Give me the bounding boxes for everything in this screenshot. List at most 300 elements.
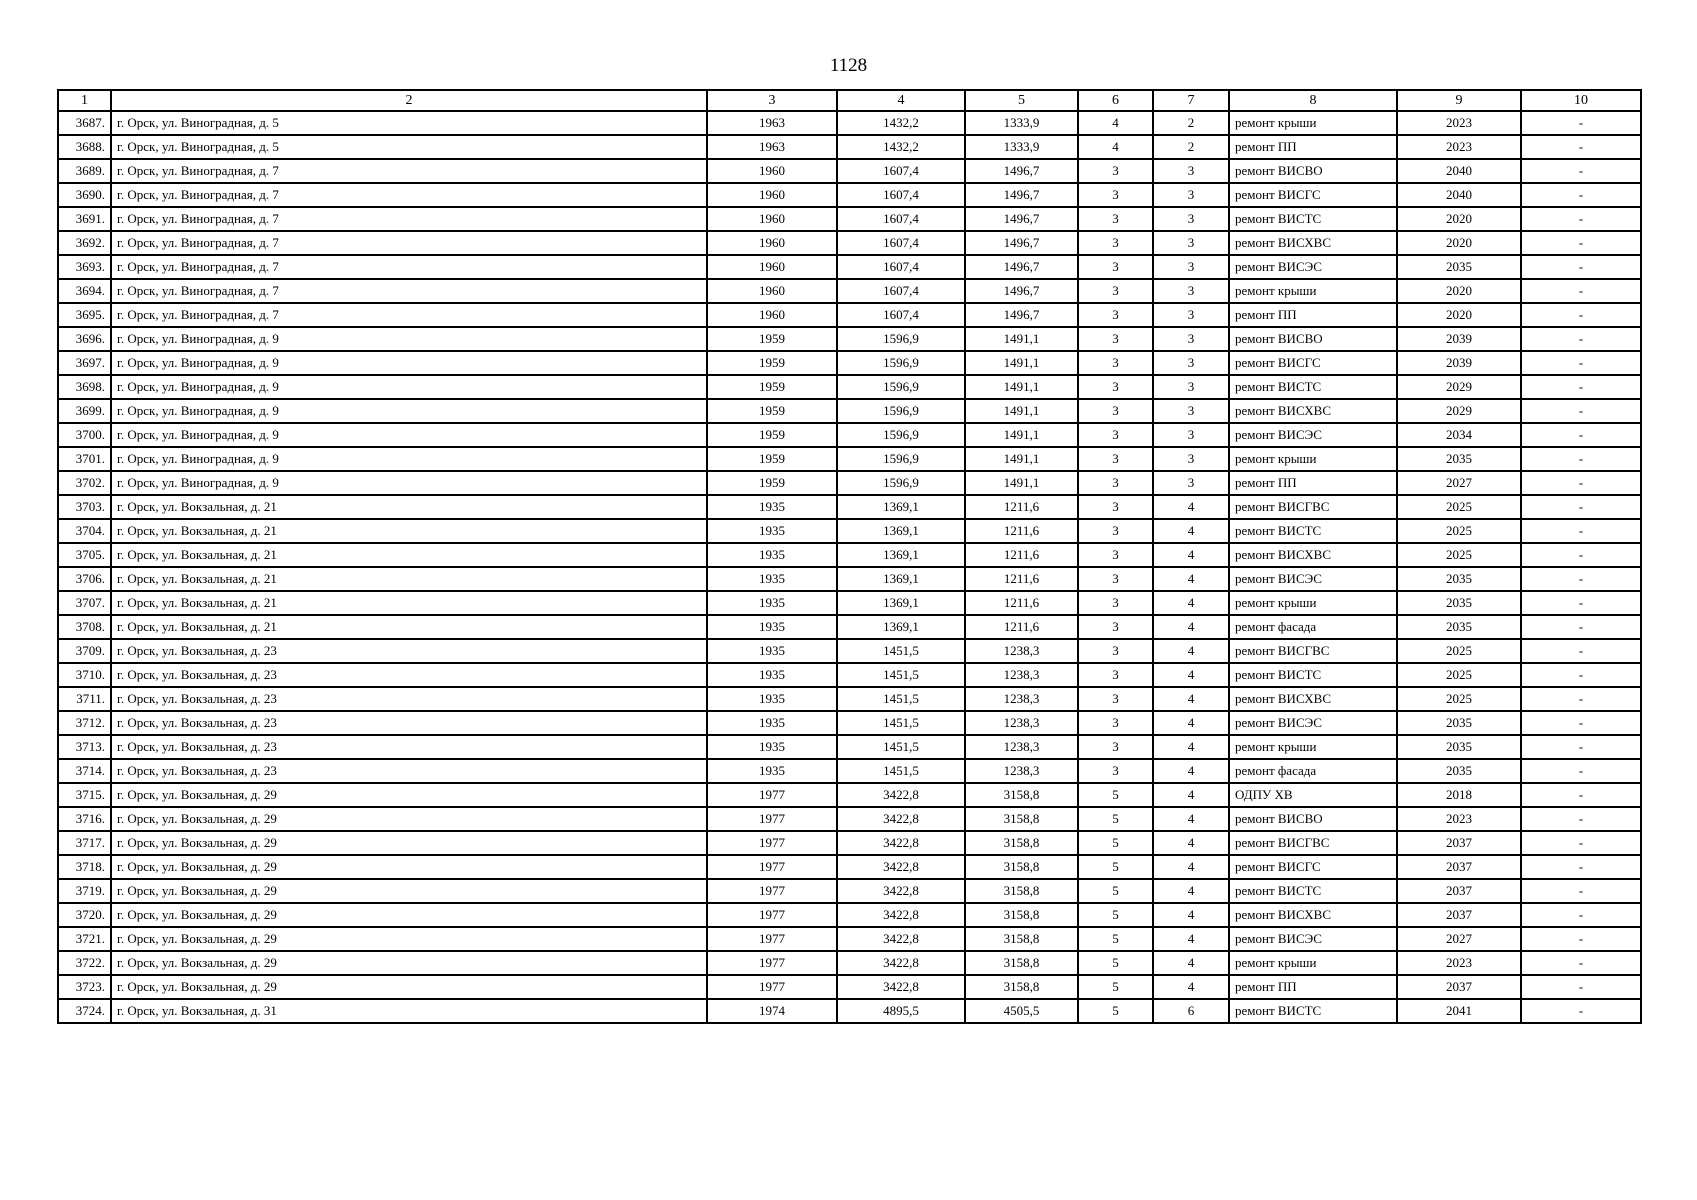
cell-total-area: 1596,9 [837,399,965,423]
cell-floors: 3 [1078,303,1153,327]
cell-total-area: 1596,9 [837,471,965,495]
cell-build-year: 1935 [707,495,837,519]
cell-note: - [1521,951,1641,975]
cell-build-year: 1960 [707,231,837,255]
table-row [58,807,1641,831]
cell-total-area: 3422,8 [837,783,965,807]
cell-living-area: 3158,8 [965,807,1078,831]
cell-build-year: 1977 [707,807,837,831]
cell-row-number: 3710. [58,663,111,687]
cell-address: г. Орск, ул. Вокзальная, д. 23 [111,759,707,783]
cell-address: г. Орск, ул. Виноградная, д. 9 [111,447,707,471]
cell-living-area: 1496,7 [965,183,1078,207]
cell-note: - [1521,159,1641,183]
cell-build-year: 1963 [707,111,837,135]
cell-build-year: 1960 [707,303,837,327]
cell-plan-year: 2037 [1397,831,1521,855]
cell-floors: 5 [1078,927,1153,951]
cell-row-number: 3704. [58,519,111,543]
cell-living-area: 3158,8 [965,855,1078,879]
cell-floors: 3 [1078,687,1153,711]
cell-row-number: 3687. [58,111,111,135]
cell-row-number: 3697. [58,351,111,375]
cell-total-area: 1596,9 [837,423,965,447]
cell-work-type: ремонт крыши [1229,951,1397,975]
cell-living-area: 1491,1 [965,471,1078,495]
cell-address: г. Орск, ул. Вокзальная, д. 29 [111,879,707,903]
cell-entrances: 4 [1153,951,1229,975]
cell-address: г. Орск, ул. Виноградная, д. 9 [111,327,707,351]
table-row [58,615,1641,639]
cell-build-year: 1977 [707,855,837,879]
cell-living-area: 1491,1 [965,399,1078,423]
cell-work-type: ремонт ВИСХВС [1229,231,1397,255]
cell-build-year: 1935 [707,543,837,567]
cell-plan-year: 2039 [1397,327,1521,351]
cell-plan-year: 2035 [1397,447,1521,471]
cell-entrances: 4 [1153,639,1229,663]
cell-row-number: 3711. [58,687,111,711]
table-row [58,327,1641,351]
cell-floors: 3 [1078,351,1153,375]
cell-entrances: 4 [1153,519,1229,543]
cell-total-area: 1369,1 [837,567,965,591]
cell-row-number: 3720. [58,903,111,927]
cell-total-area: 3422,8 [837,951,965,975]
cell-plan-year: 2020 [1397,303,1521,327]
cell-note: - [1521,615,1641,639]
column-header-5: 5 [965,90,1078,111]
cell-row-number: 3714. [58,759,111,783]
cell-total-area: 1451,5 [837,711,965,735]
cell-note: - [1521,735,1641,759]
cell-entrances: 4 [1153,591,1229,615]
cell-note: - [1521,375,1641,399]
cell-floors: 3 [1078,663,1153,687]
cell-build-year: 1935 [707,639,837,663]
cell-living-area: 1238,3 [965,735,1078,759]
cell-row-number: 3695. [58,303,111,327]
cell-work-type: ремонт ПП [1229,471,1397,495]
cell-floors: 3 [1078,495,1153,519]
cell-row-number: 3696. [58,327,111,351]
column-header-8: 8 [1229,90,1397,111]
cell-floors: 3 [1078,423,1153,447]
table-row [58,135,1641,159]
cell-floors: 3 [1078,399,1153,423]
cell-floors: 3 [1078,375,1153,399]
cell-address: г. Орск, ул. Вокзальная, д. 23 [111,687,707,711]
cell-row-number: 3703. [58,495,111,519]
cell-living-area: 1333,9 [965,135,1078,159]
cell-address: г. Орск, ул. Вокзальная, д. 31 [111,999,707,1023]
cell-work-type: ремонт ПП [1229,303,1397,327]
cell-work-type: ремонт ВИСЭС [1229,255,1397,279]
cell-build-year: 1959 [707,471,837,495]
cell-floors: 3 [1078,567,1153,591]
cell-work-type: ремонт ПП [1229,135,1397,159]
cell-plan-year: 2035 [1397,615,1521,639]
cell-plan-year: 2037 [1397,855,1521,879]
cell-note: - [1521,471,1641,495]
cell-total-area: 1596,9 [837,447,965,471]
cell-row-number: 3717. [58,831,111,855]
cell-work-type: ремонт ВИСВО [1229,807,1397,831]
cell-row-number: 3721. [58,927,111,951]
cell-total-area: 1596,9 [837,375,965,399]
cell-build-year: 1959 [707,423,837,447]
cell-total-area: 1607,4 [837,159,965,183]
cell-total-area: 1607,4 [837,183,965,207]
cell-entrances: 3 [1153,255,1229,279]
cell-note: - [1521,303,1641,327]
cell-note: - [1521,927,1641,951]
cell-build-year: 1959 [707,447,837,471]
cell-note: - [1521,663,1641,687]
cell-note: - [1521,879,1641,903]
cell-row-number: 3724. [58,999,111,1023]
cell-work-type: ремонт крыши [1229,111,1397,135]
cell-note: - [1521,855,1641,879]
cell-floors: 3 [1078,519,1153,543]
cell-row-number: 3706. [58,567,111,591]
cell-entrances: 4 [1153,567,1229,591]
cell-row-number: 3719. [58,879,111,903]
cell-work-type: ремонт ВИСГВС [1229,831,1397,855]
cell-work-type: ремонт ВИСЭС [1229,423,1397,447]
cell-address: г. Орск, ул. Вокзальная, д. 29 [111,903,707,927]
cell-entrances: 3 [1153,231,1229,255]
cell-build-year: 1960 [707,255,837,279]
cell-work-type: ремонт ВИСХВС [1229,399,1397,423]
cell-total-area: 1596,9 [837,351,965,375]
cell-work-type: ремонт ВИСВО [1229,159,1397,183]
cell-total-area: 1607,4 [837,255,965,279]
cell-entrances: 4 [1153,831,1229,855]
cell-note: - [1521,591,1641,615]
cell-total-area: 4895,5 [837,999,965,1023]
table-row [58,855,1641,879]
cell-plan-year: 2027 [1397,927,1521,951]
cell-total-area: 1607,4 [837,279,965,303]
cell-floors: 4 [1078,111,1153,135]
cell-living-area: 4505,5 [965,999,1078,1023]
cell-row-number: 3722. [58,951,111,975]
cell-entrances: 4 [1153,735,1229,759]
cell-floors: 3 [1078,711,1153,735]
cell-living-area: 1238,3 [965,711,1078,735]
cell-floors: 5 [1078,879,1153,903]
cell-address: г. Орск, ул. Виноградная, д. 7 [111,231,707,255]
cell-note: - [1521,495,1641,519]
cell-floors: 3 [1078,231,1153,255]
cell-note: - [1521,423,1641,447]
cell-plan-year: 2023 [1397,951,1521,975]
cell-entrances: 4 [1153,855,1229,879]
cell-note: - [1521,231,1641,255]
cell-total-area: 3422,8 [837,807,965,831]
cell-floors: 5 [1078,831,1153,855]
table-row [58,231,1641,255]
cell-row-number: 3718. [58,855,111,879]
cell-address: г. Орск, ул. Виноградная, д. 7 [111,303,707,327]
cell-total-area: 1451,5 [837,735,965,759]
cell-build-year: 1977 [707,783,837,807]
cell-row-number: 3690. [58,183,111,207]
cell-living-area: 3158,8 [965,927,1078,951]
cell-work-type: ремонт ВИСГС [1229,351,1397,375]
table-row [58,975,1641,999]
cell-floors: 4 [1078,135,1153,159]
cell-address: г. Орск, ул. Вокзальная, д. 29 [111,807,707,831]
cell-floors: 5 [1078,903,1153,927]
cell-work-type: ремонт ПП [1229,975,1397,999]
cell-floors: 5 [1078,807,1153,831]
cell-address: г. Орск, ул. Виноградная, д. 7 [111,207,707,231]
cell-address: г. Орск, ул. Вокзальная, д. 29 [111,855,707,879]
column-header-2: 2 [111,90,707,111]
cell-plan-year: 2025 [1397,543,1521,567]
cell-living-area: 1491,1 [965,351,1078,375]
cell-total-area: 1369,1 [837,519,965,543]
cell-plan-year: 2035 [1397,567,1521,591]
cell-build-year: 1935 [707,567,837,591]
cell-address: г. Орск, ул. Вокзальная, д. 21 [111,543,707,567]
cell-work-type: ремонт ВИСЭС [1229,711,1397,735]
cell-address: г. Орск, ул. Вокзальная, д. 23 [111,735,707,759]
cell-plan-year: 2025 [1397,495,1521,519]
table-row [58,567,1641,591]
cell-entrances: 3 [1153,279,1229,303]
cell-floors: 3 [1078,207,1153,231]
cell-work-type: ремонт ВИСВО [1229,327,1397,351]
cell-total-area: 3422,8 [837,903,965,927]
cell-entrances: 4 [1153,495,1229,519]
cell-entrances: 3 [1153,159,1229,183]
cell-total-area: 1607,4 [837,231,965,255]
table-row [58,303,1641,327]
cell-work-type: ремонт ВИСХВС [1229,543,1397,567]
cell-plan-year: 2037 [1397,903,1521,927]
cell-work-type: ремонт ВИСЭС [1229,927,1397,951]
cell-living-area: 1496,7 [965,231,1078,255]
cell-address: г. Орск, ул. Вокзальная, д. 29 [111,783,707,807]
cell-note: - [1521,783,1641,807]
cell-total-area: 3422,8 [837,855,965,879]
cell-floors: 5 [1078,975,1153,999]
cell-note: - [1521,327,1641,351]
cell-row-number: 3702. [58,471,111,495]
column-header-3: 3 [707,90,837,111]
repair-register-table [57,89,1642,1024]
cell-entrances: 3 [1153,399,1229,423]
cell-floors: 5 [1078,783,1153,807]
cell-address: г. Орск, ул. Вокзальная, д. 29 [111,831,707,855]
cell-plan-year: 2020 [1397,279,1521,303]
table-row [58,687,1641,711]
cell-row-number: 3694. [58,279,111,303]
cell-row-number: 3691. [58,207,111,231]
cell-total-area: 1369,1 [837,615,965,639]
cell-build-year: 1977 [707,903,837,927]
column-header-4: 4 [837,90,965,111]
cell-build-year: 1935 [707,591,837,615]
cell-build-year: 1960 [707,207,837,231]
cell-build-year: 1935 [707,519,837,543]
cell-row-number: 3708. [58,615,111,639]
cell-build-year: 1959 [707,375,837,399]
cell-floors: 3 [1078,471,1153,495]
cell-build-year: 1935 [707,711,837,735]
cell-plan-year: 2025 [1397,663,1521,687]
cell-living-area: 1211,6 [965,567,1078,591]
cell-entrances: 3 [1153,447,1229,471]
cell-plan-year: 2023 [1397,111,1521,135]
cell-work-type: ремонт ВИСТС [1229,519,1397,543]
table-row [58,543,1641,567]
cell-floors: 3 [1078,759,1153,783]
cell-plan-year: 2034 [1397,423,1521,447]
cell-work-type: ремонт ВИСТС [1229,879,1397,903]
cell-work-type: ремонт ВИСГВС [1229,639,1397,663]
cell-living-area: 1496,7 [965,303,1078,327]
cell-entrances: 4 [1153,711,1229,735]
cell-entrances: 4 [1153,759,1229,783]
cell-note: - [1521,807,1641,831]
cell-address: г. Орск, ул. Виноградная, д. 9 [111,375,707,399]
cell-entrances: 4 [1153,543,1229,567]
cell-entrances: 3 [1153,327,1229,351]
cell-build-year: 1963 [707,135,837,159]
cell-total-area: 1607,4 [837,207,965,231]
cell-plan-year: 2023 [1397,135,1521,159]
page-number: 1128 [829,55,868,76]
table-row [58,879,1641,903]
cell-plan-year: 2035 [1397,759,1521,783]
table-row [58,735,1641,759]
cell-living-area: 1211,6 [965,543,1078,567]
cell-work-type: ремонт ВИСТС [1229,999,1397,1023]
cell-entrances: 6 [1153,999,1229,1023]
cell-floors: 3 [1078,327,1153,351]
table-row [58,951,1641,975]
cell-note: - [1521,975,1641,999]
cell-living-area: 3158,8 [965,975,1078,999]
cell-total-area: 1451,5 [837,759,965,783]
cell-total-area: 3422,8 [837,879,965,903]
cell-address: г. Орск, ул. Вокзальная, д. 29 [111,975,707,999]
cell-total-area: 1369,1 [837,495,965,519]
cell-entrances: 2 [1153,111,1229,135]
cell-floors: 3 [1078,543,1153,567]
cell-note: - [1521,999,1641,1023]
cell-entrances: 4 [1153,975,1229,999]
cell-row-number: 3709. [58,639,111,663]
cell-entrances: 3 [1153,207,1229,231]
cell-build-year: 1960 [707,279,837,303]
cell-plan-year: 2037 [1397,975,1521,999]
cell-total-area: 1607,4 [837,303,965,327]
table-row [58,495,1641,519]
cell-living-area: 1238,3 [965,663,1078,687]
column-header-1: 1 [58,90,111,111]
cell-address: г. Орск, ул. Вокзальная, д. 29 [111,927,707,951]
table-row [58,351,1641,375]
cell-address: г. Орск, ул. Виноградная, д. 7 [111,183,707,207]
column-header-6: 6 [1078,90,1153,111]
cell-entrances: 4 [1153,783,1229,807]
cell-total-area: 1451,5 [837,639,965,663]
cell-work-type: ремонт ВИСТС [1229,207,1397,231]
cell-address: г. Орск, ул. Вокзальная, д. 21 [111,519,707,543]
cell-work-type: ремонт ВИСТС [1229,375,1397,399]
cell-plan-year: 2035 [1397,591,1521,615]
cell-entrances: 4 [1153,903,1229,927]
cell-row-number: 3693. [58,255,111,279]
cell-row-number: 3689. [58,159,111,183]
cell-living-area: 3158,8 [965,783,1078,807]
cell-address: г. Орск, ул. Виноградная, д. 7 [111,159,707,183]
cell-address: г. Орск, ул. Вокзальная, д. 29 [111,951,707,975]
cell-note: - [1521,567,1641,591]
cell-living-area: 3158,8 [965,879,1078,903]
cell-address: г. Орск, ул. Вокзальная, д. 23 [111,711,707,735]
cell-entrances: 4 [1153,687,1229,711]
cell-entrances: 3 [1153,375,1229,399]
cell-living-area: 3158,8 [965,951,1078,975]
cell-plan-year: 2040 [1397,159,1521,183]
cell-build-year: 1960 [707,183,837,207]
cell-total-area: 1596,9 [837,327,965,351]
table-row [58,759,1641,783]
table-row [58,663,1641,687]
column-header-7: 7 [1153,90,1229,111]
table-row [58,999,1641,1023]
cell-plan-year: 2027 [1397,471,1521,495]
cell-living-area: 1211,6 [965,495,1078,519]
cell-total-area: 1451,5 [837,687,965,711]
table-row [58,471,1641,495]
cell-address: г. Орск, ул. Вокзальная, д. 21 [111,615,707,639]
table-row [58,375,1641,399]
cell-living-area: 1238,3 [965,639,1078,663]
cell-work-type: ремонт ВИСГС [1229,855,1397,879]
cell-plan-year: 2020 [1397,231,1521,255]
table-row [58,831,1641,855]
cell-work-type: ОДПУ ХВ [1229,783,1397,807]
cell-note: - [1521,279,1641,303]
cell-total-area: 1432,2 [837,135,965,159]
cell-living-area: 1496,7 [965,255,1078,279]
cell-living-area: 1333,9 [965,111,1078,135]
cell-floors: 3 [1078,447,1153,471]
table-row [58,639,1641,663]
cell-note: - [1521,351,1641,375]
cell-row-number: 3712. [58,711,111,735]
cell-build-year: 1977 [707,831,837,855]
table-row [58,423,1641,447]
cell-note: - [1521,831,1641,855]
cell-address: г. Орск, ул. Виноградная, д. 7 [111,279,707,303]
table-row [58,447,1641,471]
cell-build-year: 1935 [707,759,837,783]
cell-living-area: 1496,7 [965,279,1078,303]
cell-row-number: 3723. [58,975,111,999]
cell-floors: 3 [1078,591,1153,615]
cell-address: г. Орск, ул. Вокзальная, д. 23 [111,663,707,687]
cell-floors: 3 [1078,735,1153,759]
cell-floors: 3 [1078,183,1153,207]
